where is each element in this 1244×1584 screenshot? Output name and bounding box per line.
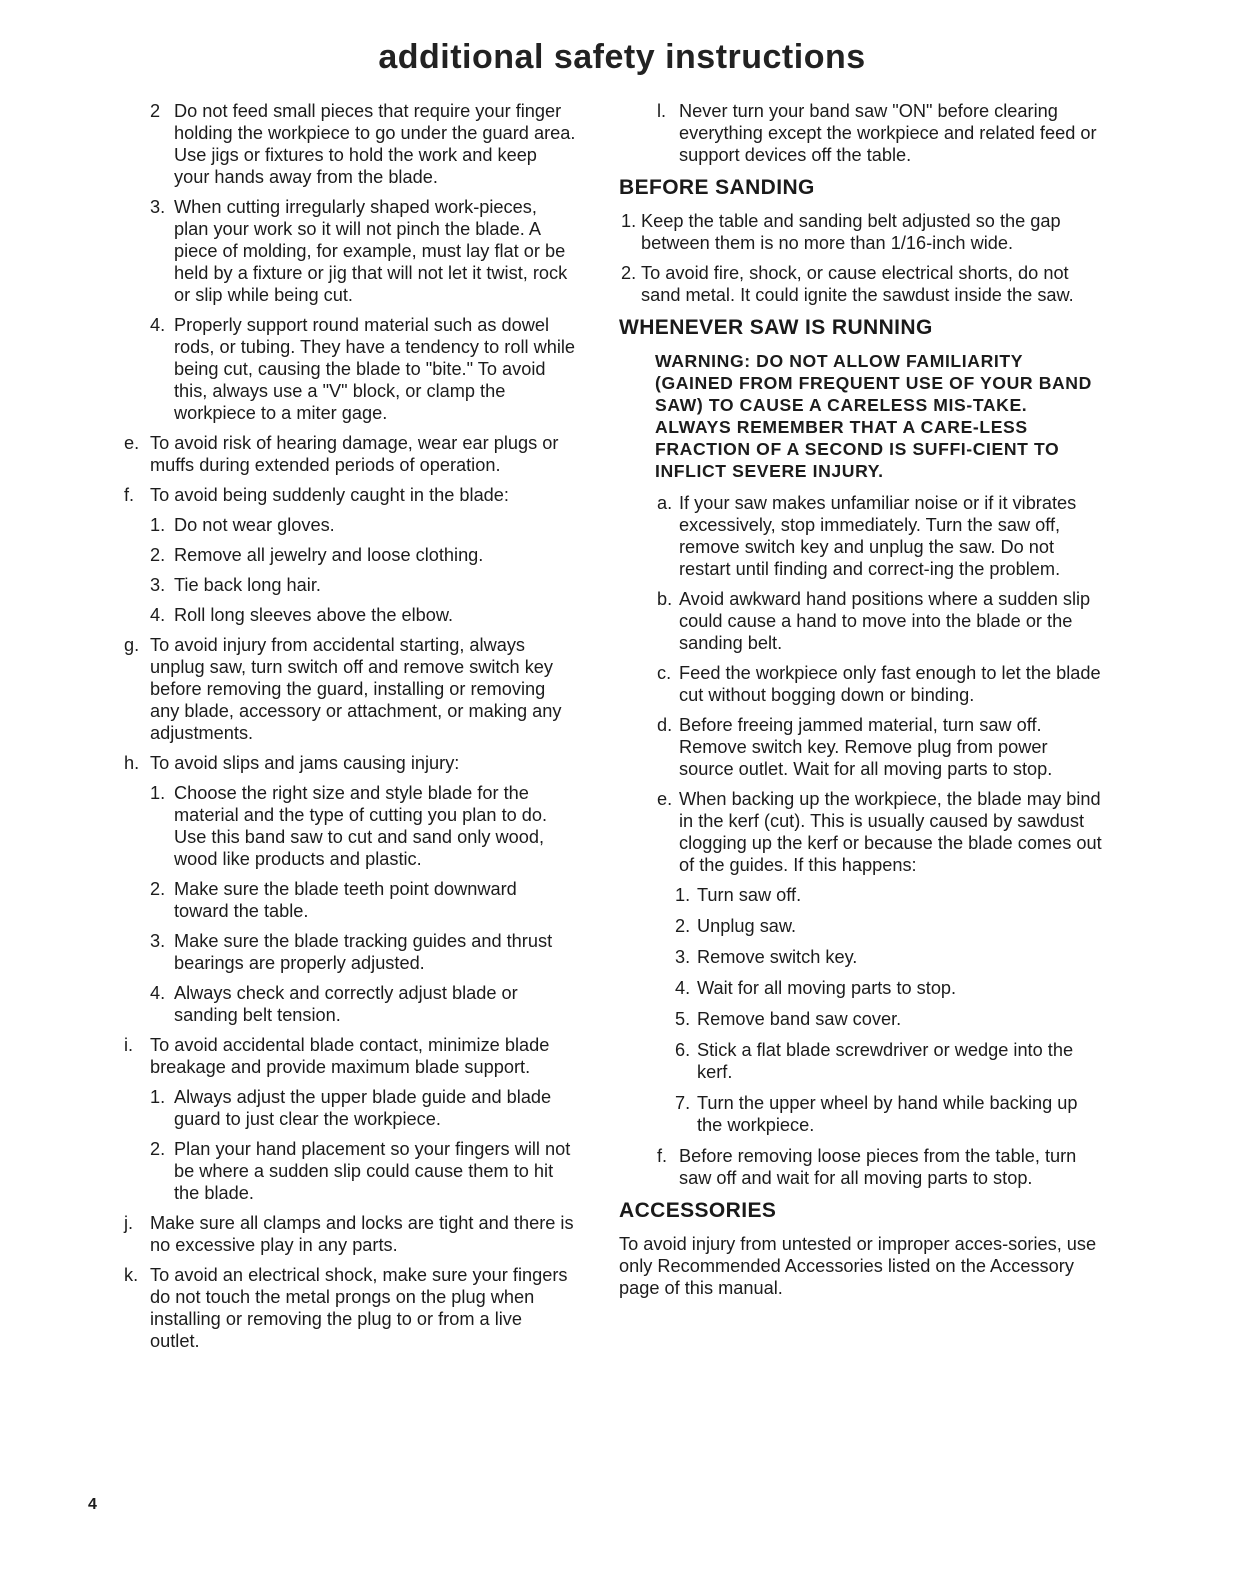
item-label: 1. bbox=[621, 211, 637, 231]
item-label: 2. bbox=[150, 545, 166, 565]
list-item bbox=[124, 1264, 576, 1352]
item-label: f. bbox=[124, 485, 135, 505]
item-label: 3. bbox=[150, 197, 166, 217]
item-text: Unplug saw. bbox=[697, 916, 797, 936]
list-item bbox=[619, 1008, 1103, 1030]
item-label: 1. bbox=[150, 1087, 166, 1107]
list-item bbox=[619, 977, 1103, 999]
item-text: To avoid being suddenly caught in the blade: bbox=[150, 485, 509, 505]
item-text: Do not wear gloves. bbox=[174, 515, 335, 535]
list-item bbox=[124, 544, 576, 566]
item-text: To avoid accidental blade contact, minimize blade breakage and provide maximum blade support. bbox=[150, 1035, 550, 1077]
item-label: 2. bbox=[621, 263, 637, 283]
list-item bbox=[619, 946, 1103, 968]
item-label: 1. bbox=[150, 783, 166, 803]
item-label: l. bbox=[657, 101, 667, 121]
item-text: When backing up the workpiece, the blade may bind in the kerf (cut). This is usually caused by sawdust clogging up the kerf or because the blade comes out of the guides. If this happens: bbox=[679, 789, 1102, 875]
list-item bbox=[124, 574, 576, 596]
item-label: b. bbox=[657, 589, 673, 609]
item-text: Remove all jewelry and loose clothing. bbox=[174, 545, 484, 565]
list-item bbox=[619, 210, 1103, 254]
list-item bbox=[619, 1145, 1103, 1189]
item-label: 6. bbox=[675, 1040, 691, 1060]
item-label: f. bbox=[657, 1146, 668, 1166]
list-item bbox=[619, 262, 1103, 306]
item-label: e. bbox=[124, 433, 140, 453]
item-label: g. bbox=[124, 635, 140, 655]
list-item bbox=[124, 1212, 576, 1256]
item-text: Turn saw off. bbox=[697, 885, 802, 905]
list-item bbox=[619, 884, 1103, 906]
list-item bbox=[124, 604, 576, 626]
item-text: Roll long sleeves above the elbow. bbox=[174, 605, 454, 625]
item-label: 2 bbox=[150, 101, 161, 121]
item-text: Do not feed small pieces that require your finger holding the workpiece to go under the guard area. Use jigs or fixtures to hold the work and keep your hands away from the blade. bbox=[174, 101, 576, 187]
list-item bbox=[619, 788, 1103, 876]
item-label: 1. bbox=[150, 515, 166, 535]
list-item bbox=[124, 514, 576, 536]
list-item bbox=[124, 930, 576, 974]
page-title: additional safety instructions bbox=[378, 38, 866, 76]
item-text: When cutting irregularly shaped work-pieces, plan your work so it will not pinch the blade. A piece of molding, for example, must lay flat or be held by a fixture or jig that will not let it twist, rock or slip while being cut. bbox=[174, 197, 568, 305]
item-text: Never turn your band saw "ON" before clearing everything except the workpiece and related feed or support devices off the table. bbox=[679, 101, 1097, 165]
item-text: Make sure the blade teeth point downward toward the table. bbox=[174, 879, 517, 921]
item-text: Remove switch key. bbox=[697, 947, 858, 967]
item-text: Properly support round material such as dowel rods, or tubing. They have a tendency to roll while being cut, causing the blade to "bite." To avoid this, always use a "V" block, or clamp the workpiece to a miter gage. bbox=[174, 315, 576, 423]
item-text: Remove band saw cover. bbox=[697, 1009, 902, 1029]
list-item bbox=[124, 634, 576, 744]
page-number: 4 bbox=[88, 1496, 97, 1513]
section-heading-before-sanding: BEFORE SANDING bbox=[619, 176, 815, 199]
item-text: Before freeing jammed material, turn saw off. Remove switch key. Remove plug from power source outlet. Wait for all moving parts to stop. bbox=[679, 715, 1053, 779]
item-text: Keep the table and sanding belt adjusted so the gap between them is no more than 1/16-inch wide. bbox=[641, 211, 1061, 253]
item-text: Stick a flat blade screwdriver or wedge into the kerf. bbox=[697, 1040, 1074, 1082]
list-item bbox=[124, 432, 576, 476]
section-heading-accessories: ACCESSORIES bbox=[619, 1199, 777, 1222]
item-label: 4. bbox=[150, 605, 166, 625]
item-label: 3. bbox=[150, 931, 166, 951]
section-heading-whenever-saw-running: WHENEVER SAW IS RUNNING bbox=[619, 316, 933, 339]
list-item bbox=[124, 982, 576, 1026]
item-label: 7. bbox=[675, 1093, 691, 1113]
item-text: Always check and correctly adjust blade or sanding belt tension. bbox=[174, 983, 518, 1025]
list-item bbox=[124, 1086, 576, 1130]
item-label: k. bbox=[124, 1265, 139, 1285]
item-label: a. bbox=[657, 493, 673, 513]
item-label: 2. bbox=[675, 916, 691, 936]
item-text: To avoid injury from accidental starting, always unplug saw, turn switch off and remove switch key before removing the guard, installing or removing any blade, accessory or attachment, or making any adjustments. bbox=[150, 635, 562, 743]
right-column bbox=[619, 100, 1103, 1299]
list-item bbox=[619, 915, 1103, 937]
item-label: 1. bbox=[675, 885, 691, 905]
item-text: Feed the workpiece only fast enough to let the blade cut without bogging down or binding. bbox=[679, 663, 1101, 705]
list-item bbox=[619, 1039, 1103, 1083]
list-item bbox=[619, 714, 1103, 780]
left-column bbox=[124, 100, 576, 1360]
item-label: 4. bbox=[150, 315, 166, 335]
list-item bbox=[619, 662, 1103, 706]
item-text: Avoid awkward hand positions where a sudden slip could cause a hand to move into the blade or the sanding belt. bbox=[679, 589, 1091, 653]
list-item bbox=[619, 100, 1103, 166]
list-item bbox=[124, 752, 576, 774]
item-text: If your saw makes unfamiliar noise or if it vibrates excessively, stop immediately. Turn the saw off, remove switch key and unplug the saw. Do not restart until finding and correct-ing the problem. bbox=[679, 493, 1077, 579]
item-text: Always adjust the upper blade guide and blade guard to just clear the workpiece. bbox=[174, 1087, 552, 1129]
accessories-text: To avoid injury from untested or improper acces-sories, use only Recommended Accessories listed on the Accessory page of this manual. bbox=[619, 1234, 1097, 1298]
item-label: 4. bbox=[675, 978, 691, 998]
item-text: Plan your hand placement so your fingers will not be where a sudden slip could cause them to hit the blade. bbox=[174, 1139, 571, 1203]
item-text: Make sure the blade tracking guides and thrust bearings are properly adjusted. bbox=[174, 931, 553, 973]
item-label: c. bbox=[657, 663, 672, 683]
item-text: Choose the right size and style blade for the material and the type of cutting you plan to do. Use this band saw to cut and sand only wood, wood like products and plastic. bbox=[174, 783, 548, 869]
item-label: 2. bbox=[150, 879, 166, 899]
list-item bbox=[124, 1034, 576, 1078]
list-item bbox=[619, 588, 1103, 654]
list-item bbox=[124, 878, 576, 922]
list-item bbox=[124, 484, 576, 506]
item-label: 4. bbox=[150, 983, 166, 1003]
item-label: i. bbox=[124, 1035, 134, 1055]
list-item bbox=[124, 314, 576, 424]
item-text: Tie back long hair. bbox=[174, 575, 321, 595]
list-item bbox=[619, 492, 1103, 580]
item-text: Before removing loose pieces from the table, turn saw off and wait for all moving parts to stop. bbox=[679, 1146, 1077, 1188]
item-text: To avoid an electrical shock, make sure your fingers do not touch the metal prongs on the plug when installing or removing the plug to or from a live outlet. bbox=[150, 1265, 568, 1351]
item-label: 3. bbox=[150, 575, 166, 595]
item-label: e. bbox=[657, 789, 673, 809]
list-item bbox=[124, 100, 576, 188]
item-text: Wait for all moving parts to stop. bbox=[697, 978, 957, 998]
item-label: j. bbox=[124, 1213, 134, 1233]
item-label: 5. bbox=[675, 1009, 691, 1029]
item-text: To avoid slips and jams causing injury: bbox=[150, 753, 460, 773]
item-text: To avoid fire, shock, or cause electrical shorts, do not sand metal. It could ignite the sawdust inside the saw. bbox=[641, 263, 1074, 305]
list-item bbox=[124, 782, 576, 870]
item-label: 3. bbox=[675, 947, 691, 967]
item-label: 2. bbox=[150, 1139, 166, 1159]
item-text: Make sure all clamps and locks are tight and there is no excessive play in any parts. bbox=[150, 1213, 574, 1255]
warning-text: WARNING: DO NOT ALLOW FAMILIARITY (GAINED FROM FREQUENT USE OF YOUR BAND SAW) TO CAUSE A CARELESS MIS-TAKE. ALWAYS REMEMBER THAT A CARE-LESS FRACTION OF A SECOND IS SUFFI-CIENT TO INFLICT SEVERE INJURY. bbox=[655, 351, 1092, 481]
item-label: d. bbox=[657, 715, 673, 735]
item-text: To avoid risk of hearing damage, wear ear plugs or muffs during extended periods of operation. bbox=[150, 433, 559, 475]
list-item bbox=[124, 1138, 576, 1204]
list-item bbox=[619, 1092, 1103, 1136]
list-item bbox=[124, 196, 576, 306]
item-text: Turn the upper wheel by hand while backing up the workpiece. bbox=[697, 1093, 1078, 1135]
item-label: h. bbox=[124, 753, 140, 773]
